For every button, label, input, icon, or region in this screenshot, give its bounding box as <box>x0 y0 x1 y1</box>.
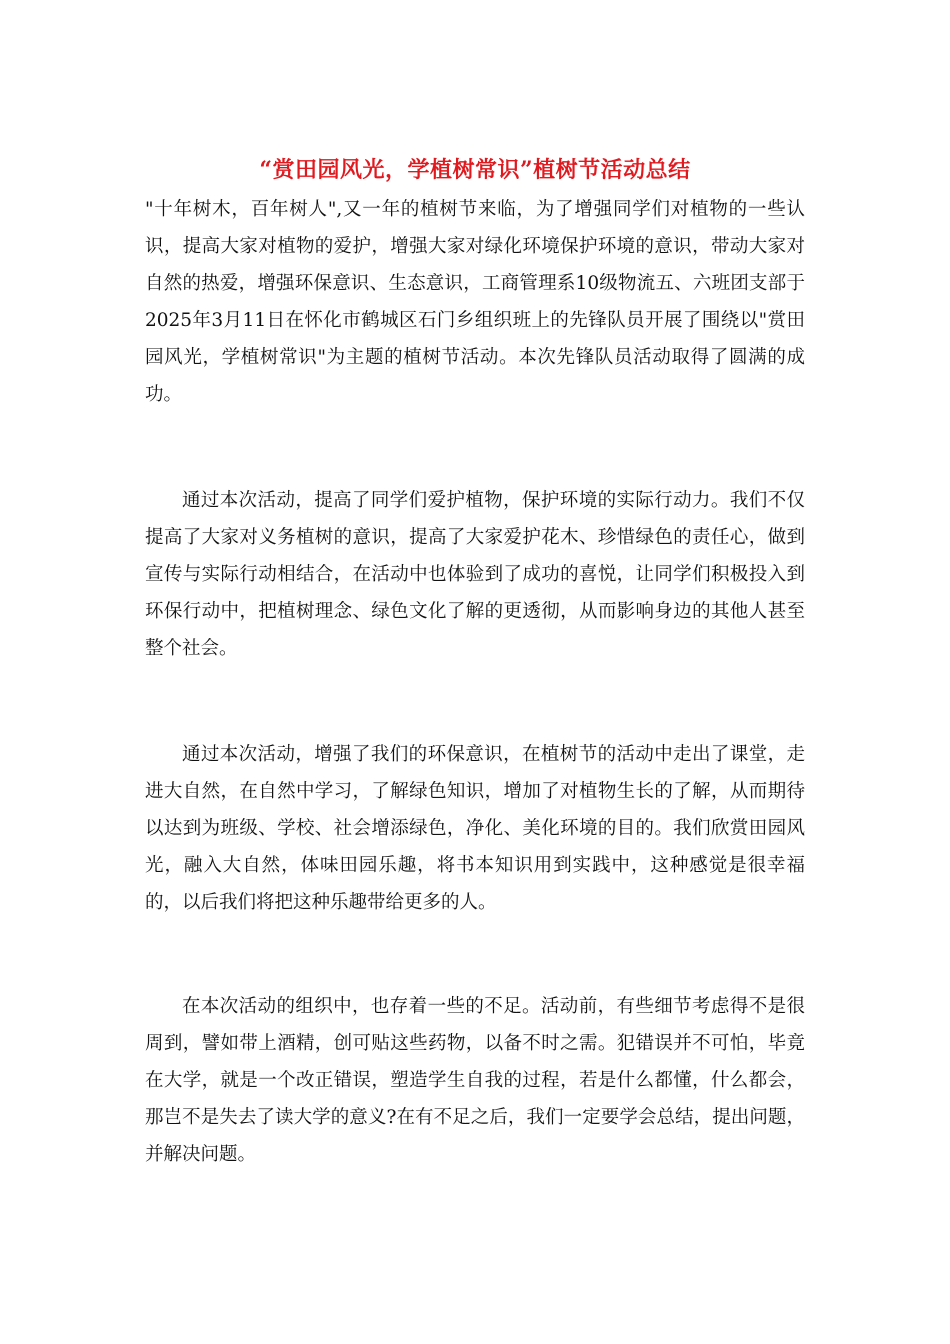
paragraph-intro: "十年树木，百年树人",又一年的植树节来临，为了增强同学们对植物的一些认识，提高大家对植物的爱护，增强大家对绿化环境保护环境的意识，带动大家对自然的热爱，增强环保意识、生态意识，工商管理系10级物流五、六班团支部于2025年3月11日在怀化市鹤城区石门乡组织班上的先锋队员开展了围绕以"赏田园风光，学植树常识"为主题的植树节活动。本次先锋队员活动取得了圆满的成功。 <box>145 199 805 405</box>
document-title: “赏田园风光，学植树常识”植树节活动总结 <box>259 157 691 183</box>
paragraph-awareness: 通过本次活动，增强了我们的环保意识，在植树节的活动中走出了课堂，走进大自然，在自然中学习，了解绿色知识，增加了对植物生长的了解，从而期待以达到为班级、学校、社会增添绿色，净化、美化环境的目的。我们欣赏田园风光，融入大自然，体味田园乐趣，将书本知识用到实践中，这种感觉是很幸福的，以后我们将把这种乐趣带给更多的人。 <box>145 744 805 913</box>
paragraph-outcome: 通过本次活动，提高了同学们爱护植物，保护环境的实际行动力。我们不仅提高了大家对义务植树的意识，提高了大家爱护花木、珍惜绿色的责任心，做到宣传与实际行动相结合，在活动中也体验到了成功的喜悦，让同学们积极投入到环保行动中，把植树理念、绿色文化了解的更透彻，从而影响身边的其他人甚至整个社会。 <box>145 490 805 659</box>
paragraph-shortcomings: 在本次活动的组织中，也存着一些的不足。活动前，有些细节考虑得不是很周到，譬如带上酒精，创可贴这些药物，以备不时之需。犯错误并不可怕，毕竟在大学，就是一个改正错误，塑造学生自我的过程，若是什么都懂，什么都会，那岂不是失去了读大学的意义?在有不足之后，我们一定要学会总结，提出问题，并解决问题。 <box>145 996 805 1165</box>
